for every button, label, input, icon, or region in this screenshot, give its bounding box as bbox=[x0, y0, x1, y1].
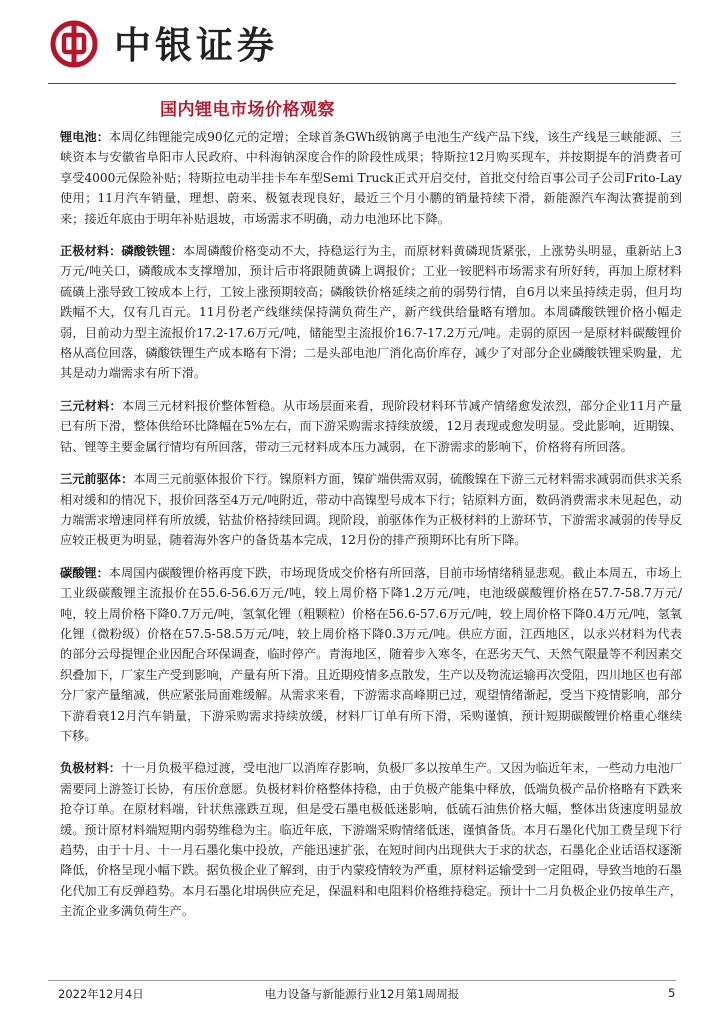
header-divider bbox=[48, 83, 676, 84]
paragraph-text: 本周国内碳酸锂价格再度下跌，市场现货成交价格有所回落，目前市场情绪稍显悲观。截止本周五，市场上工业级碳酸锂主流报价在55.6-56.6万元/吨，较上周价格下降1.2万元/吨，电池级碳酸锂价格在57.7-58.7万元/吨，较上周价格下降0.7万元/吨，氢氧化锂（粗颗粒）价格在56.6-57.6万元/吨，较上周价格下降0.4万元/吨，氢氧化锂（微粉级）价格在57.5-58.5万元/吨，较上周价格下降0.3万元/吨。供应方面，江西地区，以永兴材料为代表的部分云母提锂企业因配合环保调查，临时停产。青海地区，随着步入寒冬，在恶劣天气、天然气限量等不利因素交织叠加下，厂家生产受到影响，产量有所下滑。且近期疫情多点散发，生产以及物流运输再次受阻，四川地区也有部分厂家产量缩减，供应紧张局面难缓解。从需求来看，下游需求高峰期已过，观望情绪渐起，受当下疫情影响，部分下游看衰12月汽车销量，下游采购需求持续放缓，材料厂订单有所下滑，采购谨慎，预计短期碳酸锂价格重心继续下移。 bbox=[60, 565, 683, 743]
paragraph-text: 本周三元材料报价整体暂稳。从市场层面来看，现阶段材料环节减产情绪愈发浓烈，部分企业11月产量已有所下滑，整体供给环比降幅在5%左右，而下游采购需求持续放缓，12月表现或愈发明显。受此影响，近期镍、钴、锂等主要金属行情均有所回落，带动三元材料成本压力减弱，在下游需求的影响下，价格将有所回落。 bbox=[60, 398, 682, 454]
paragraph-text: 本周亿纬锂能完成90亿元的定增；全球首条GWh级钠离子电池生产线产品下线，该生产线是三峡能源、三峡资本与安徽省阜阳市人民政府、中科海钠深度合作的阶段性成果；特斯拉12月购买现车，并按期提车的消费者可享受4000元保险补贴；特斯拉电动半挂卡车车型Semi Truck正式开启交付，首批交付给百事公司子公司Frito-Lay使用；11月汽车销量，理想、蔚来、极氪表现良好，最近三个月小鹏的销量持续下滑，新能源汽车淘汰赛提前到来；接近年底由于明年补贴退坡，市场需求不明确，动力电池环比下降。 bbox=[60, 130, 682, 226]
report-body bbox=[60, 127, 682, 934]
paragraph-text: 本周三元前驱体报价下行。镍原料方面，镍矿端供需双弱，硫酸镍在下游三元材料需求减弱而供求关系相对缓和的情况下，报价回落至4万元/吨附近，带动中高镍型号成本下行；钴原料方面，数码消费需求未见起色，动力端需求增速同样有所放缓，钴盐价格持续回调。现阶段，前驱体作为正极材料的上游环节，下游需求减弱的传导反应较正极更为明显，随着海外客户的备货基本完成，12月份的排产预期环比有所下降。 bbox=[60, 472, 683, 548]
brand-name: 中银证券 bbox=[114, 24, 278, 67]
paragraph-text: 十一月负极平稳过渡，受电池厂以消库存影响，负极厂多以按单生产。又因为临近年末，一些动力电池厂需要同上游签订长协，有压价意愿。负极材料价格整体持稳，由于负极产能集中释放，低端负极产品价格略有下跌来抢夺订单。在原材料端，针状焦涨跌互现，但是受石墨电极低迷影响，低硫石油焦价格大幅，整体出货速度明显放缓。预计原材料端短期内弱势维稳为主。临近年底，下游端采购情绪低迷，谨慎备货。本月石墨化代加工费呈现下行趋势，由于十月、十一月石墨化集中投放，产能迅速扩张，在短时间内出现供大于求的状态，石墨化企业话语权逐渐降低，价格呈现小幅下跌。据负极企业了解到，由于内蒙疫情较为严重，原材料运输受到一定阻碍，导致当地的石墨化代加工有反弹趋势。本月石墨化坩埚供应充足，保温料和电阻料价格维持稳定。预计十二月负极企业仍按单生产，主流企业多满负荷生产。 bbox=[60, 761, 683, 919]
paragraph-label: 锂电池： bbox=[60, 130, 110, 144]
section-title: 国内锂电市场价格观察 bbox=[160, 100, 335, 120]
paragraph-label: 三元材料： bbox=[60, 398, 122, 413]
paragraph-text: 本周磷酸价格变动不大，持稳运行为主，而原材料黄磷现货紧张，上涨势头明显，重新站上3万元/吨关口，磷酸成本支撑增加，预计后市将跟随黄磷上调报价；工业一铵肥料市场需求有所好转，再加上原材料硫磺上涨导致工铵成本上行，工铵上涨预期较高；磷酸铁价格延续之前的弱势行情，自6月以来虽持续走弱，但月均跌幅不大，仅有几百元。11月份老产线继续保持满负荷生产，新产线供给量略有增加。本周磷酸铁锂价格小幅走弱，目前动力型主流报价17.2-17.6万元/吨，储能型主流报价16.7-17.2万元/吨。走弱的原因一是原材料碳酸锂价格从高位回落，磷酸铁锂生产成本略有下滑；二是头部电池厂消化高价库存，减少了对部分企业磷酸铁锂采购量，尤其是动力端需求有所下滑。 bbox=[60, 244, 683, 381]
paragraph-lithium-carbonate bbox=[60, 563, 682, 747]
paragraph-label: 三元前驱体： bbox=[60, 472, 134, 487]
page-number: 5 bbox=[668, 986, 676, 1000]
footer-date: 2022年12月4日 bbox=[58, 987, 144, 1001]
bank-of-china-logo-icon bbox=[50, 20, 98, 68]
paragraph-label: 碳酸锂： bbox=[60, 565, 109, 580]
paragraph-cathode bbox=[60, 241, 682, 384]
paragraph-label: 负极材料： bbox=[60, 761, 121, 776]
report-header bbox=[50, 18, 680, 78]
footer-report-title: 电力设备与新能源行业12月第1周周报 bbox=[264, 987, 460, 1001]
paragraph-sublabel: 磷酸铁锂： bbox=[121, 244, 183, 259]
paragraph-battery bbox=[60, 127, 682, 229]
paragraph-label: 正极材料： bbox=[60, 244, 122, 259]
paragraph-precursor bbox=[60, 469, 682, 551]
paragraph-anode bbox=[60, 758, 682, 921]
footer-divider bbox=[48, 980, 676, 981]
paragraph-ternary bbox=[60, 396, 682, 457]
